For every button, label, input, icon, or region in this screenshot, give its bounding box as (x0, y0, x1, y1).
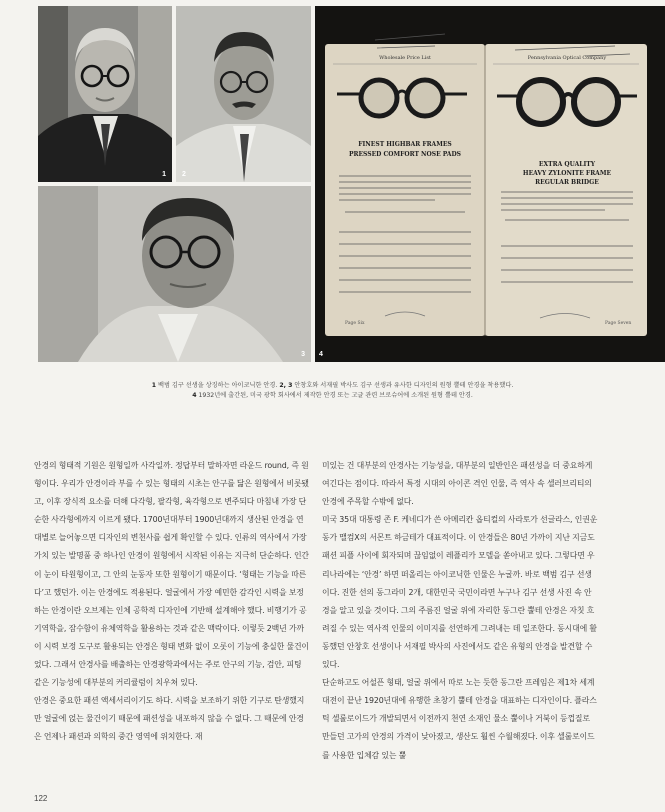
catalog-left-heading: FINEST HIGHBAR FRAMES (358, 141, 452, 148)
caption-number: 2, 3 (279, 382, 293, 389)
photo-number: 1 (162, 171, 166, 178)
caption-text: 1932년에 출간된, 미국 광학 회사에서 제작한 안경 또는 고글 관련 브로슈어에 소개된 원형 뿔테 안경. (196, 392, 473, 399)
catalog-right-subheading-2: REGULAR BRIDGE (535, 179, 599, 186)
photo-number: 2 (182, 171, 186, 178)
body-column-right (322, 457, 598, 765)
caption-number: 1 (151, 382, 156, 389)
catalog-right-subheading: HEAVY ZYLONITE FRAME (522, 170, 612, 177)
catalog-left-footer: Page Six (345, 321, 365, 326)
catalog-right-footer: Page Seven (605, 321, 632, 326)
photo-caption (40, 381, 625, 401)
caption-text: 안창호와 서재필 박사도 김구 선생과 유사한 디자인의 원형 뿔테 안경을 착용했다. (292, 382, 514, 389)
caption-line-1 (40, 381, 625, 391)
caption-text: 백범 김구 선생을 상징하는 아이코닉한 안경. (156, 382, 280, 389)
catalog-left-subheading: PRESSED COMFORT NOSE PADS (348, 151, 462, 158)
body-paragraph: 미국 35대 대통령 존 F. 케네디가 쓴 아메리칸 옵티컬의 사라토가 선글라스, 인권운동가 맬컴X의 서몬트 하금테가 대표적이다. 이 안경들은 80년 가까이 지난 지금도 패션 피플 사이에 회자되며 끊임없이 레플리카 모델을 쏟아내고 있다. 그렇다면 우리나라에는 ‘안경’ 하면 떠올리는 아이코닉한 인물은 누굴까. 바로 백범 김구 선생이다. 진한 선의 동그라미 2개, 대한민국 국민이라면 누구나 김구 선생 사진 속 안경을 알고 있을 것이다. 그의 주름진 얼굴 위에 자리한 동그란 뿔테 안경은 자칫 흐려질 수 있는 역사적 인물의 이미지를 선연하게 그려내는 데 일조한다. 동시대에 활동했던 안창호 선생이나 서재필 박사의 사진에서도 같은 유형의 안경을 발견할 수 있다. (322, 515, 598, 670)
page-number: 122 (34, 794, 48, 803)
photo-ahn-chang-ho (176, 6, 311, 182)
catalog-right-header: Pennsylvania Optical Company (527, 55, 607, 61)
catalog-right-heading: EXTRA QUALITY (538, 161, 596, 168)
body-paragraph: 단순하고도 어설픈 형태, 얼굴 위에서 따로 노는 듯한 동그란 프레임은 제1차 세계대전이 끝난 1920년대에 유행한 초창기 뿔테 안경을 대표하는 디자인이다. 플라스틱 셀룰로이드가 개발되면서 이전까지 천연 소재인 물소 뿔이나 거북이 등껍질로 만들던 고가의 안경의 가격이 낮아졌고, 생산도 훨씬 수월해졌다. 이후 셀룰로이드를 사용한 입체감 있는 뿔 (322, 678, 597, 760)
catalog-left-header: Wholesale Price List (379, 55, 431, 61)
photo-number: 3 (301, 351, 305, 358)
body-column-left (34, 457, 310, 747)
caption-line-2 (40, 391, 625, 401)
photo-kim-gu (38, 6, 172, 182)
photo-seo-jae-pil (38, 186, 311, 362)
body-paragraph: 미있는 건 대부분의 안경사는 기능성을, 대부분의 일반인은 패션성을 더 중요하게 여긴다는 점이다. 따라서 특정 시대의 아이콘 격인 인물, 즉 역사 속 셀러브리티의 안경에 주목할 수밖에 없다. (322, 461, 593, 507)
photo-catalog (315, 6, 665, 362)
photo-number: 4 (319, 351, 323, 358)
caption-number: 4 (192, 392, 197, 399)
body-paragraph: 안경은 중요한 패션 액세서리이기도 하다. 시력을 보조하기 위한 기구로 탄생했지만 얼굴에 얹는 물건이기 때문에 패션성을 내포하지 않을 수 없다. 그 때문에 안경은 언제나 패션과 의학의 중간 영역에 위치한다. 재 (34, 696, 305, 742)
body-paragraph: 안경의 형태적 기원은 원형일까 사각일까. 정답부터 말하자면 라운드 round, 즉 원형이다. 우리가 안경이라 부를 수 있는 형태의 시초는 안구를 닮은 원형에서 비롯됐고, 이후 장식적 요소를 더해 다각형, 팔각형, 육각형으로 변주되다 마침내 가장 단순한 사각형에까지 이르게 됐다. 1700년대부터 1900년대까지 생산된 안경을 연대별로 늘어놓으면 디자인의 변천사를 쉽게 확인할 수 있다. 인류의 역사에서 가장 가치 있는 발명품 중 하나인 안경이 원형에서 시작된 이유는 지극히 단순하다. 인간이 눈이 타원형이고, 그 안의 눈동자 또한 원형이기 때문이다. ‘형태는 기능을 따른다’고 했던가. 이는 안경에도 적용된다. 얼굴에서 가장 예민한 감각인 시력을 보정하는 안경이란 오브제는 인체 공학적 디자인에 기반해 설계해야 했다. 비행기가 공기역학을, 잠수함이 유체역학을 활용하는 것과 같은 맥락이다. 이렇듯 2백년 가까이 시력 보정 도구로 활용되는 안경은 형태 변화 없이 오롯이 기능에 충실한 물건이었다. 그래서 안경사를 배출하는 안경광학과에서는 주로 안구의 기능, 검안, 피팅 같은 기능성에 대부분의 커리큘럼이 치우쳐 있다. (34, 461, 309, 688)
